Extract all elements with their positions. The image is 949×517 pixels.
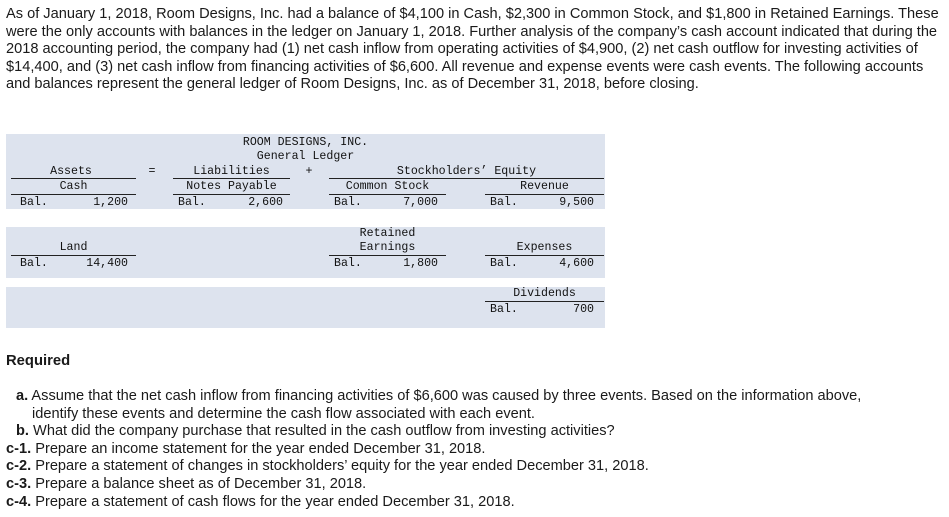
notes-payable-bal-label: Bal. — [178, 196, 206, 209]
expenses-bal-label: Bal. — [490, 257, 518, 270]
notes-payable-balance: 2,600 — [248, 196, 283, 209]
expenses-balance: 4,600 — [559, 257, 594, 270]
liabilities-header: Liabilities — [193, 165, 270, 178]
general-ledger-table — [6, 134, 605, 328]
requirement-b-label: b. — [16, 423, 29, 440]
requirement-c1-label: c-1. — [6, 440, 32, 457]
land-balance: 14,400 — [86, 257, 128, 270]
revenue-balance: 9,500 — [559, 196, 594, 209]
dividends-account-name: Dividends — [513, 287, 576, 300]
common-stock-balance: 7,000 — [403, 196, 438, 209]
retained-earnings-name-line2: Earnings — [359, 241, 416, 254]
requirement-c3 — [6, 476, 944, 494]
requirement-b — [6, 423, 944, 441]
requirement-a-continued: identify these events and determine the cash flow associated with each event. — [32, 405, 535, 422]
retained-earnings-balance: 1,800 — [403, 257, 438, 270]
equity-header: Stockholders’ Equity — [396, 165, 537, 178]
required-list — [6, 388, 944, 511]
cash-bal-label: Bal. — [20, 196, 48, 209]
required-heading: Required — [6, 353, 71, 369]
retained-earnings-name-line1: Retained — [359, 227, 416, 240]
retained-earnings-bal-label: Bal. — [334, 257, 362, 270]
requirement-a-label: a. — [16, 388, 29, 404]
requirement-c2 — [6, 458, 944, 476]
plus-sign: + — [305, 165, 313, 178]
dividends-bal-label: Bal. — [490, 303, 518, 316]
requirement-c4 — [6, 494, 944, 512]
revenue-bal-label: Bal. — [490, 196, 518, 209]
requirement-c3-label: c-3. — [6, 475, 32, 492]
requirement-c2-text: Prepare a statement of changes in stockholders’ equity for the year ended December 31, 2018. — [35, 458, 649, 475]
notes-payable-account-name: Notes Payable — [186, 180, 277, 193]
expenses-account-name: Expenses — [516, 241, 573, 254]
common-stock-account-name: Common Stock — [345, 180, 430, 193]
ledger-company-name: ROOM DESIGNS, INC. — [242, 136, 369, 149]
requirement-c2-label: c-2. — [6, 458, 32, 475]
assets-header: Assets — [50, 165, 92, 178]
land-account-name: Land — [59, 241, 88, 254]
equals-sign: = — [148, 165, 156, 178]
land-bal-label: Bal. — [20, 257, 48, 270]
cash-account-name: Cash — [59, 180, 88, 193]
requirement-c1-text: Prepare an income statement for the year ended December 31, 2018. — [35, 440, 486, 457]
common-stock-bal-label: Bal. — [334, 196, 362, 209]
cash-balance: 1,200 — [93, 196, 128, 209]
ledger-title: General Ledger — [256, 150, 355, 163]
requirement-c4-text: Prepare a statement of cash flows for the year ended December 31, 2018. — [35, 493, 515, 510]
requirement-b-text: What did the company purchase that resulted in the cash outflow from investing activities? — [33, 423, 615, 440]
revenue-account-name: Revenue — [520, 180, 569, 193]
problem-intro: As of January 1, 2018, Room Designs, Inc. had a balance of $4,100 in Cash, $2,300 in Common Stock, and $1,800 in Retained Earnings. These were the only accounts with balances in the ledger on January 1, 2018. Further analysis of the company’s cash account indicated that during the 2018 accounting period, the company had (1) net cash inflow from operating activities of $4,900, (2) net cash outflow for investing activities of $14,400, and (3) net cash inflow from financing activities of $6,600. All revenue and expense events were cash events. The following accounts and balances represent the general ledger of Room Designs, Inc. as of December 31, 2018, before closing. — [6, 6, 939, 93]
dividends-balance: 700 — [573, 303, 594, 316]
requirement-c1 — [6, 441, 944, 459]
requirement-c3-text: Prepare a balance sheet as of December 31, 2018. — [35, 475, 367, 492]
requirement-a-text: Assume that the net cash inflow from financing activities of $6,600 was caused by three events. Based on the information above, — [31, 388, 862, 404]
requirement-a — [6, 388, 944, 406]
requirement-c4-label: c-4. — [6, 493, 32, 510]
